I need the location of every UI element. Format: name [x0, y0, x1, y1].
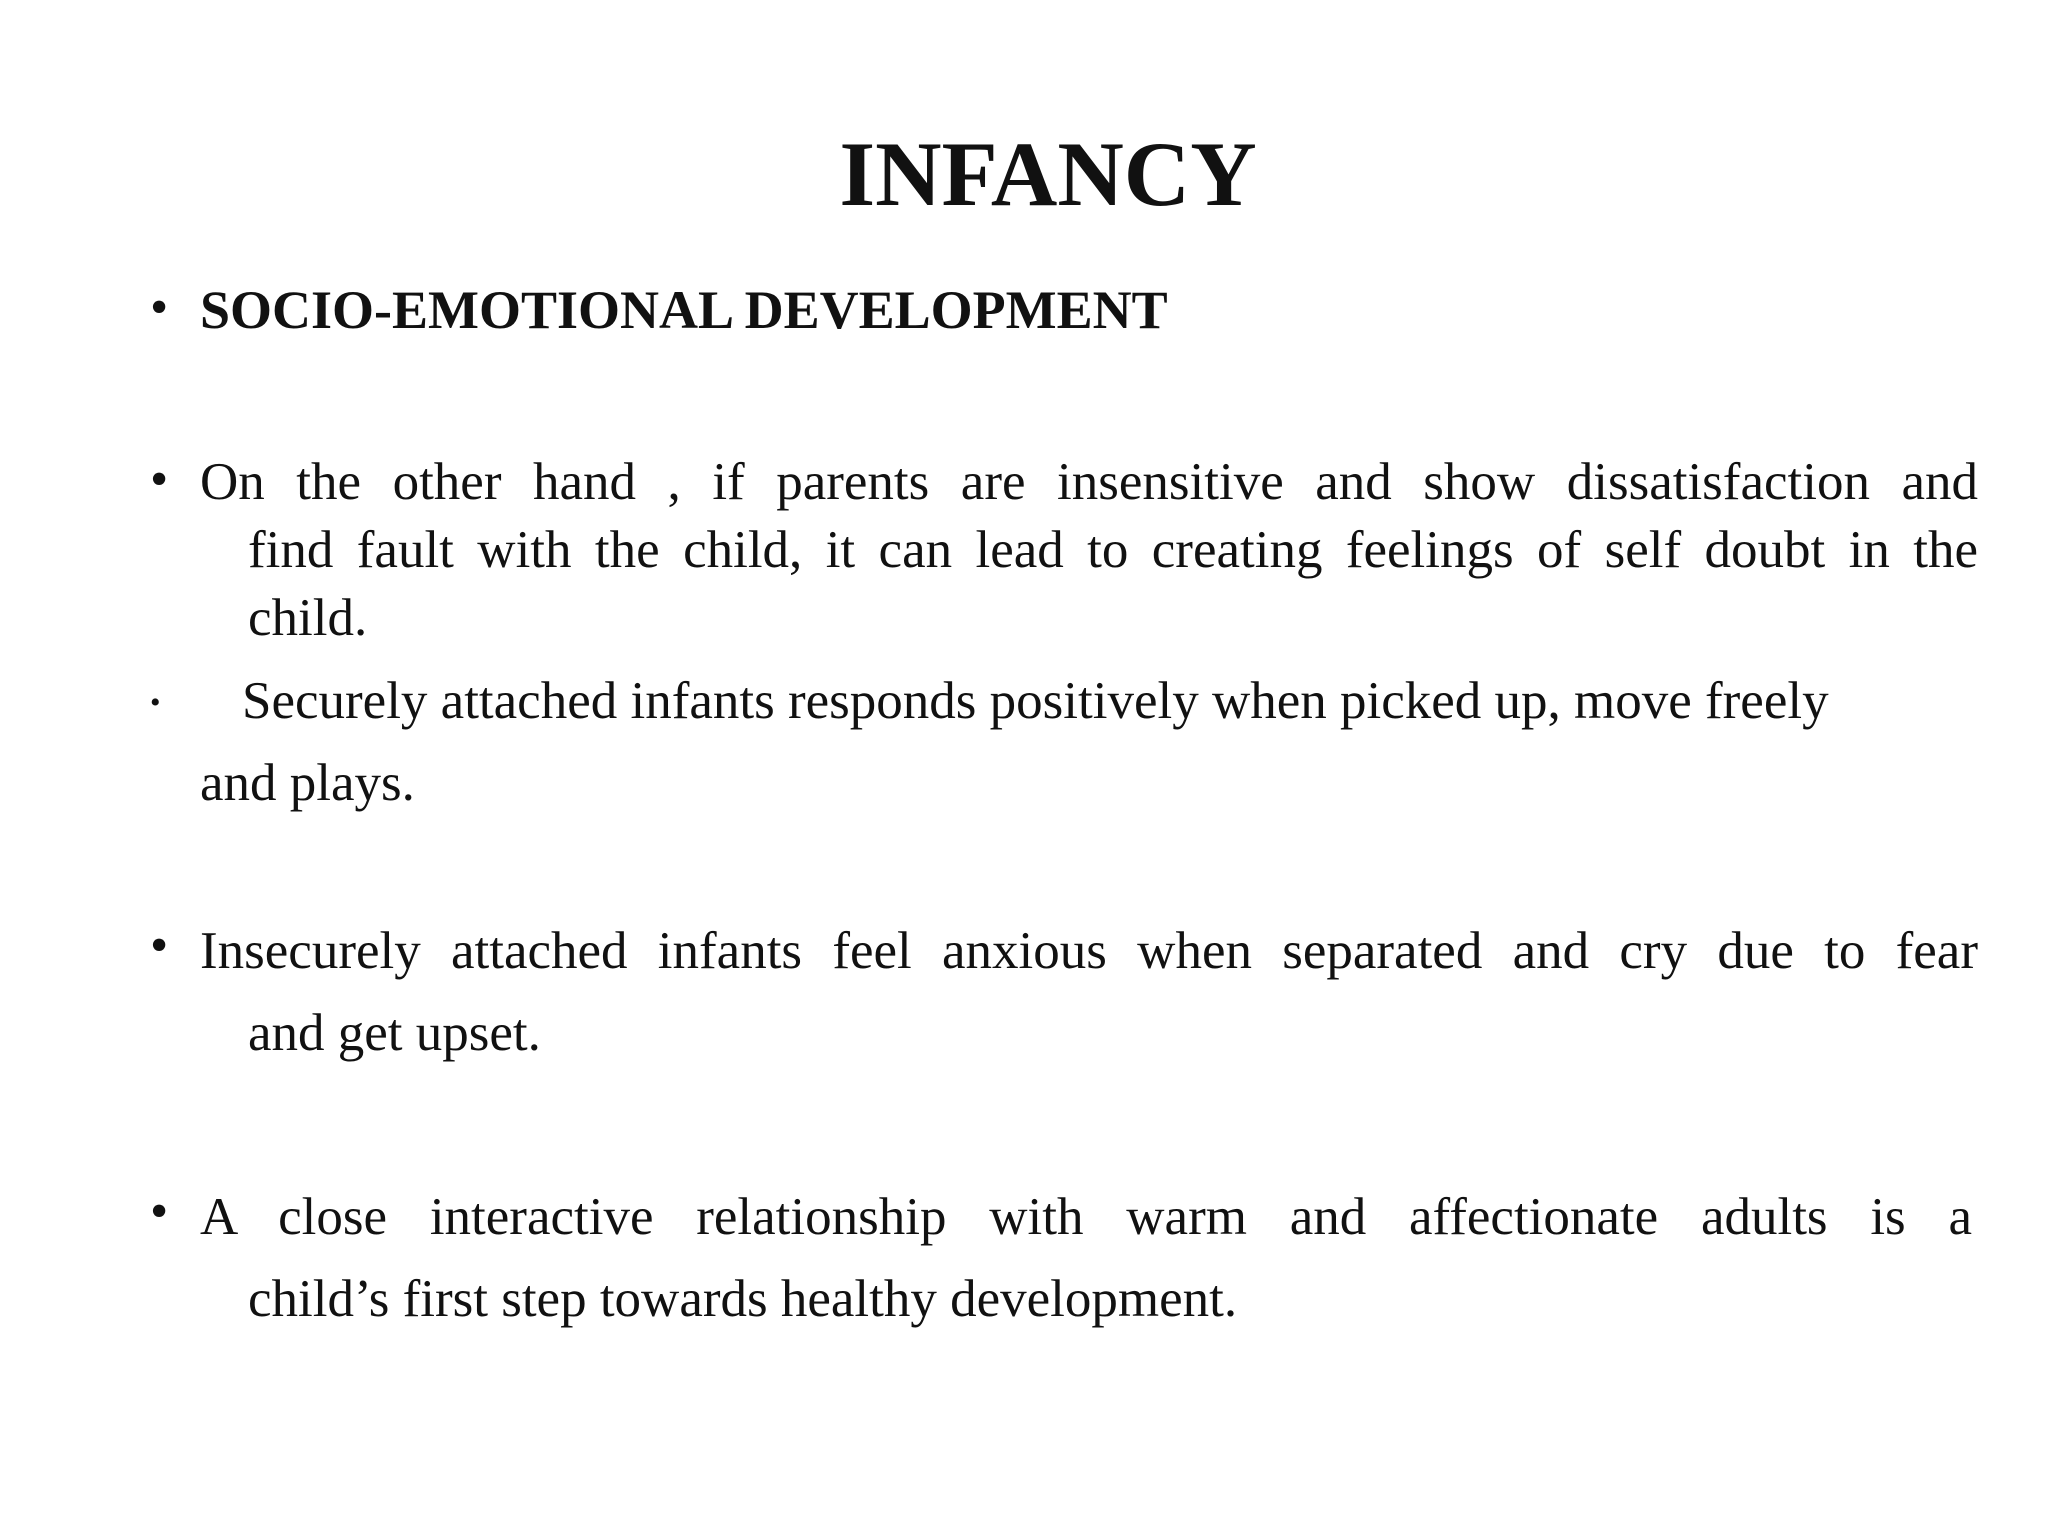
bullet-3-line-1: Insecurely attached infants feel anxious when separated and cry due to fear: [200, 922, 1978, 980]
bullet-item-2: [150, 660, 1980, 810]
bullet-item-3: [150, 910, 1980, 1070]
bullet-1-line-1: On the other hand , if parents are insensitive and show dissatisfaction and: [200, 453, 1978, 511]
bullet-4-line-2: child’s first step towards healthy development.: [248, 1270, 1238, 1328]
bullet-icon: •: [150, 279, 169, 336]
section-heading: SOCIO-EMOTIONAL DEVELOPMENT: [200, 280, 1168, 340]
heading-bullet-item: [150, 278, 1980, 348]
bullet-2-line-2: and plays.: [200, 754, 415, 812]
bullet-item-4: [150, 1176, 1980, 1336]
bullet-1-line-3: child.: [248, 589, 368, 647]
bullet-text-3: [200, 910, 1978, 1074]
bullet-icon: •: [150, 1183, 169, 1240]
bullet-4-line-1: A close interactive relationship with warm and affectionate adults is a: [200, 1188, 1972, 1246]
bullet-icon: •: [150, 917, 169, 974]
bullet-text-1: [200, 448, 1978, 652]
bullet-item-1: [150, 448, 1980, 658]
bullet-2-line-1: Securely attached infants responds positively when picked up, move freely: [242, 672, 1829, 730]
slide-title: INFANCY: [839, 123, 1257, 225]
bullet-3-line-2: and get upset.: [248, 1004, 541, 1062]
bullet-icon: •: [150, 451, 169, 508]
bullet-icon: •: [150, 686, 161, 719]
bullet-text-2: [200, 660, 1930, 824]
bullet-text-4: [200, 1176, 1972, 1340]
bullet-1-line-2: find fault with the child, it can lead to creating feelings of self doubt in the: [248, 521, 1978, 579]
